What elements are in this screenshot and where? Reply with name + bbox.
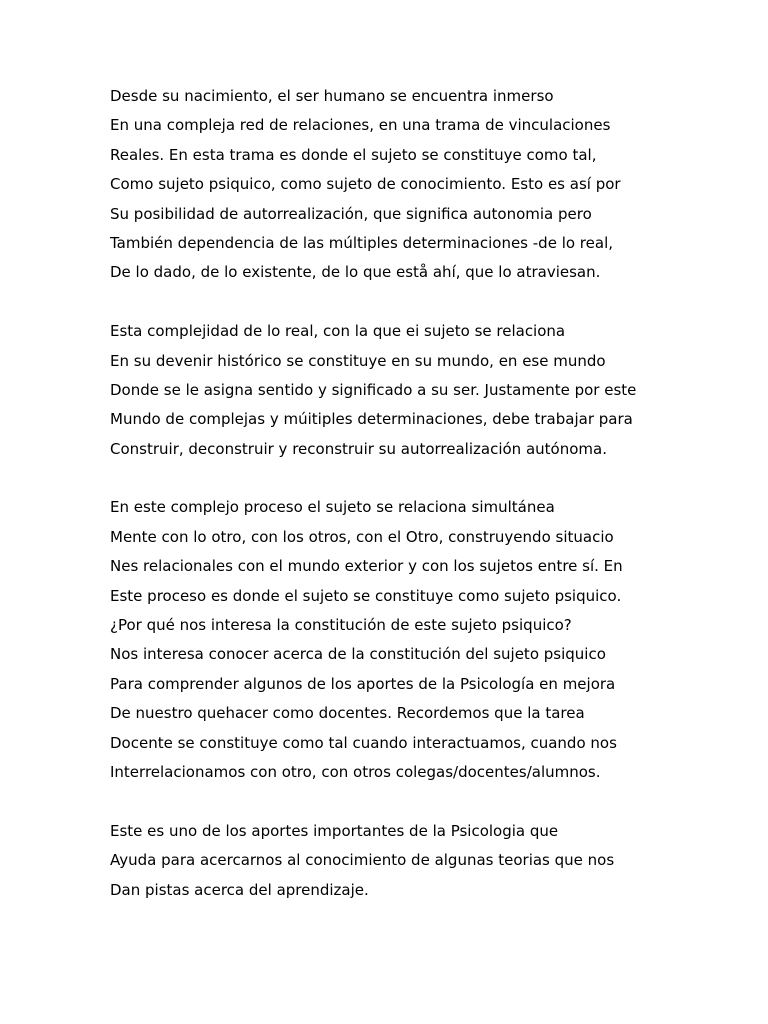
text-line: Construir, deconstruir y reconstruir su autorrealización autónoma. <box>110 439 607 458</box>
paragraph-2 <box>110 317 730 464</box>
text-line: En este complejo proceso el sujeto se relaciona simultánea <box>110 498 555 517</box>
text-line: Dan pistas acerca del aprendizaje. <box>110 880 369 899</box>
paragraph-1 <box>110 82 730 288</box>
text-line: En su devenir histórico se constituye en su mundo, en ese mundo <box>110 351 606 370</box>
text-line: Reales. En esta trama es donde el sujeto se constituye como tal, <box>110 145 597 164</box>
text-line: Este es uno de los aportes importantes de la Psicologia que <box>110 821 559 840</box>
text-line: De lo dado, de lo existente, de lo que estå ahí, que lo atraviesan. <box>110 263 601 282</box>
text-line: Su posibilidad de autorrealización, que significa autonomia pero <box>110 204 592 223</box>
text-line: Ayuda para acercarnos al conocimiento de algunas teorias que nos <box>110 851 615 870</box>
paragraph-4 <box>110 817 730 905</box>
text-line: Como sujeto psiquico, como sujeto de conocimiento. Esto es así por <box>110 175 621 194</box>
text-line: De nuestro quehacer como docentes. Recordemos que la tarea <box>110 704 585 723</box>
text-line: ¿Por qué nos interesa la constitución de este sujeto psiquico? <box>110 616 572 635</box>
text-line: Donde se le asigna sentido y significado a su ser. Justamente por este <box>110 380 637 399</box>
document-body <box>110 82 730 934</box>
paragraph-3 <box>110 493 730 787</box>
text-line: Nes relacionales con el mundo exterior y con los sujetos entre sí. En <box>110 557 623 576</box>
text-line: Interrelacionamos con otro, con otros colegas/docentes/alumnos. <box>110 762 601 781</box>
text-line: Docente se constituye como tal cuando interactuamos, cuando nos <box>110 733 617 752</box>
text-line: Nos interesa conocer acerca de la constitución del sujeto psiquico <box>110 645 606 664</box>
text-line: Mente con lo otro, con los otros, con el Otro, construyendo situacio <box>110 527 614 546</box>
text-line: Este proceso es donde el sujeto se constituye como sujeto psiquico. <box>110 586 622 605</box>
text-line: Esta complejidad de lo real, con la que ei sujeto se relaciona <box>110 322 566 341</box>
text-line: Desde su nacimiento, el ser humano se encuentra inmerso <box>110 87 554 105</box>
text-line: Para comprender algunos de los aportes de la Psicología en mejora <box>110 674 616 693</box>
text-line: En una compleja red de relaciones, en una trama de vinculaciones <box>110 116 611 135</box>
text-line: También dependencia de las múltiples determinaciones -de lo real, <box>110 233 613 252</box>
text-line: Mundo de complejas y múitiples determinaciones, debe trabajar para <box>110 410 633 429</box>
